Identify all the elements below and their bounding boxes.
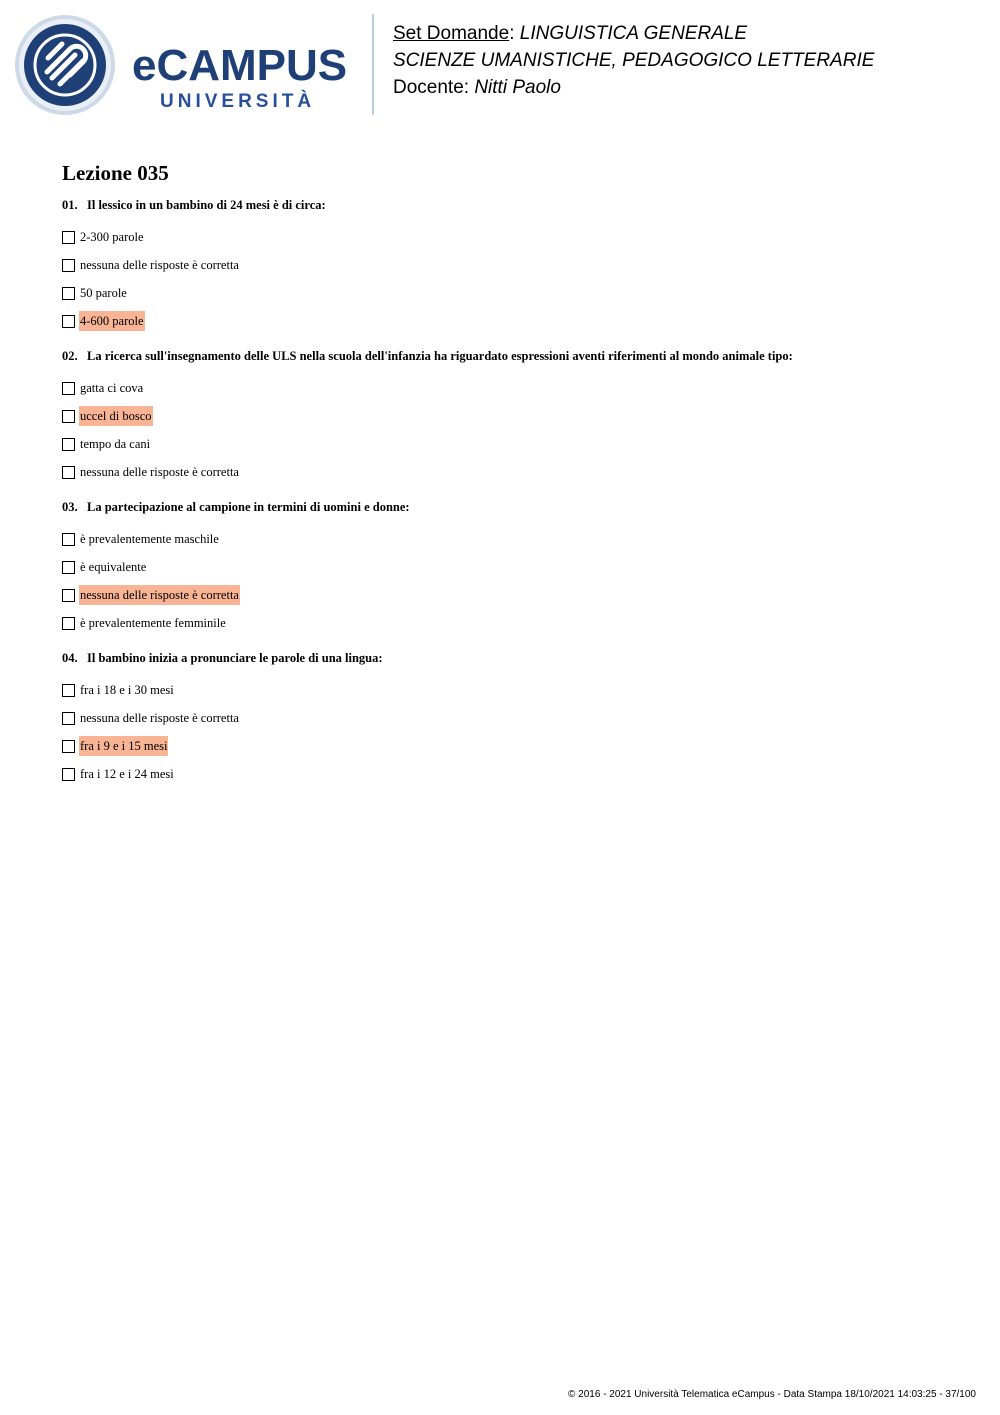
answer-checkbox[interactable] xyxy=(62,740,75,753)
answer-checkbox[interactable] xyxy=(62,589,75,602)
teacher-label: Docente: xyxy=(393,77,470,98)
answer-option[interactable] xyxy=(62,553,962,581)
question-label: Il bambino inizia a pronunciare le parole di una lingua: xyxy=(87,651,383,665)
answer-checkbox[interactable] xyxy=(62,287,75,300)
question-label: La partecipazione al campione in termini di uomini e donne: xyxy=(87,500,410,514)
question-text xyxy=(62,650,962,666)
answer-checkbox[interactable] xyxy=(62,382,75,395)
teacher-line xyxy=(393,74,874,101)
answer-option[interactable] xyxy=(62,581,962,609)
answer-checkbox[interactable] xyxy=(62,561,75,574)
answer-checkbox[interactable] xyxy=(62,231,75,244)
answer-checkbox[interactable] xyxy=(62,684,75,697)
teacher-name: Nitti Paolo xyxy=(474,77,561,98)
question-text xyxy=(62,499,962,515)
brand-text: eCAMPUS xyxy=(132,41,348,90)
answer-option[interactable] xyxy=(62,704,962,732)
answer-option[interactable] xyxy=(62,609,962,637)
set-info xyxy=(393,20,874,101)
lesson-title: Lezione 035 xyxy=(62,161,169,185)
answer-checkbox[interactable] xyxy=(62,466,75,479)
question-number: 04. xyxy=(62,651,78,665)
header-divider xyxy=(372,14,374,115)
answer-option[interactable] xyxy=(62,279,962,307)
set-course: LINGUISTICA GENERALE xyxy=(519,23,748,44)
answer-text-highlighted: fra i 9 e i 15 mesi xyxy=(79,736,168,756)
faculty-line: SCIENZE UMANISTICHE, PEDAGOGICO LETTERARIE xyxy=(393,50,875,71)
answer-option[interactable] xyxy=(62,760,962,788)
answer-text: è equivalente xyxy=(80,560,147,574)
answer-text: tempo da cani xyxy=(80,437,151,451)
answer-list xyxy=(62,374,962,486)
question-label: Il lessico in un bambino di 24 mesi è di circa: xyxy=(87,198,326,212)
answer-checkbox[interactable] xyxy=(62,617,75,630)
answer-text: nessuna delle risposte è corretta xyxy=(80,258,239,272)
question-block xyxy=(62,348,962,486)
answer-text: 50 parole xyxy=(80,286,127,300)
question-block xyxy=(62,650,962,788)
answer-checkbox[interactable] xyxy=(62,712,75,725)
answer-text: è prevalentemente maschile xyxy=(80,532,219,546)
answer-option[interactable] xyxy=(62,402,962,430)
answer-checkbox[interactable] xyxy=(62,768,75,781)
answer-option[interactable] xyxy=(62,251,962,279)
answer-checkbox[interactable] xyxy=(62,410,75,423)
answer-list xyxy=(62,676,962,788)
answer-checkbox[interactable] xyxy=(62,259,75,272)
answer-text: è prevalentemente femminile xyxy=(80,616,226,630)
answer-text: fra i 18 e i 30 mesi xyxy=(80,683,174,697)
answer-text: gatta ci cova xyxy=(80,381,144,395)
answer-text-highlighted: nessuna delle risposte è corretta xyxy=(79,585,240,605)
answer-option[interactable] xyxy=(62,374,962,402)
set-line: Set Domande: LINGUISTICA GENERALE xyxy=(393,23,748,44)
answer-option[interactable] xyxy=(62,732,962,760)
page-footer: © 2016 - 2021 Università Telematica eCampus - Data Stampa 18/10/2021 14:03:25 - 37/100 xyxy=(568,1389,976,1400)
answer-text: nessuna delle risposte è corretta xyxy=(80,711,239,725)
brand-subtext: UNIVERSITÀ xyxy=(160,91,316,112)
answer-text: fra i 12 e i 24 mesi xyxy=(80,767,174,781)
set-label: Set Domande xyxy=(393,23,510,44)
ecampus-logo xyxy=(14,14,364,118)
question-block xyxy=(62,499,962,637)
answer-list xyxy=(62,223,962,335)
answer-option[interactable] xyxy=(62,458,962,486)
answer-option[interactable] xyxy=(62,525,962,553)
ecampus-seal-icon xyxy=(14,14,364,118)
answer-list xyxy=(62,525,962,637)
answer-option[interactable] xyxy=(62,307,962,335)
answer-checkbox[interactable] xyxy=(62,438,75,451)
question-number: 02. xyxy=(62,349,78,363)
answer-checkbox[interactable] xyxy=(62,315,75,328)
answer-option[interactable] xyxy=(62,430,962,458)
question-block xyxy=(62,197,962,335)
answer-text: nessuna delle risposte è corretta xyxy=(80,465,239,479)
question-text xyxy=(62,197,962,213)
answer-option[interactable] xyxy=(62,223,962,251)
answer-text-highlighted: 4-600 parole xyxy=(79,311,145,331)
answer-text: 2-300 parole xyxy=(80,230,144,244)
question-text xyxy=(62,348,962,364)
question-number: 03. xyxy=(62,500,78,514)
answer-option[interactable] xyxy=(62,676,962,704)
question-label: La ricerca sull'insegnamento delle ULS nella scuola dell'infanzia ha riguardato espressioni aventi riferimenti al mondo animale tipo: xyxy=(87,349,793,363)
question-number: 01. xyxy=(62,198,78,212)
answer-checkbox[interactable] xyxy=(62,533,75,546)
answer-text-highlighted: uccel di bosco xyxy=(79,406,153,426)
page-header xyxy=(0,0,1000,130)
